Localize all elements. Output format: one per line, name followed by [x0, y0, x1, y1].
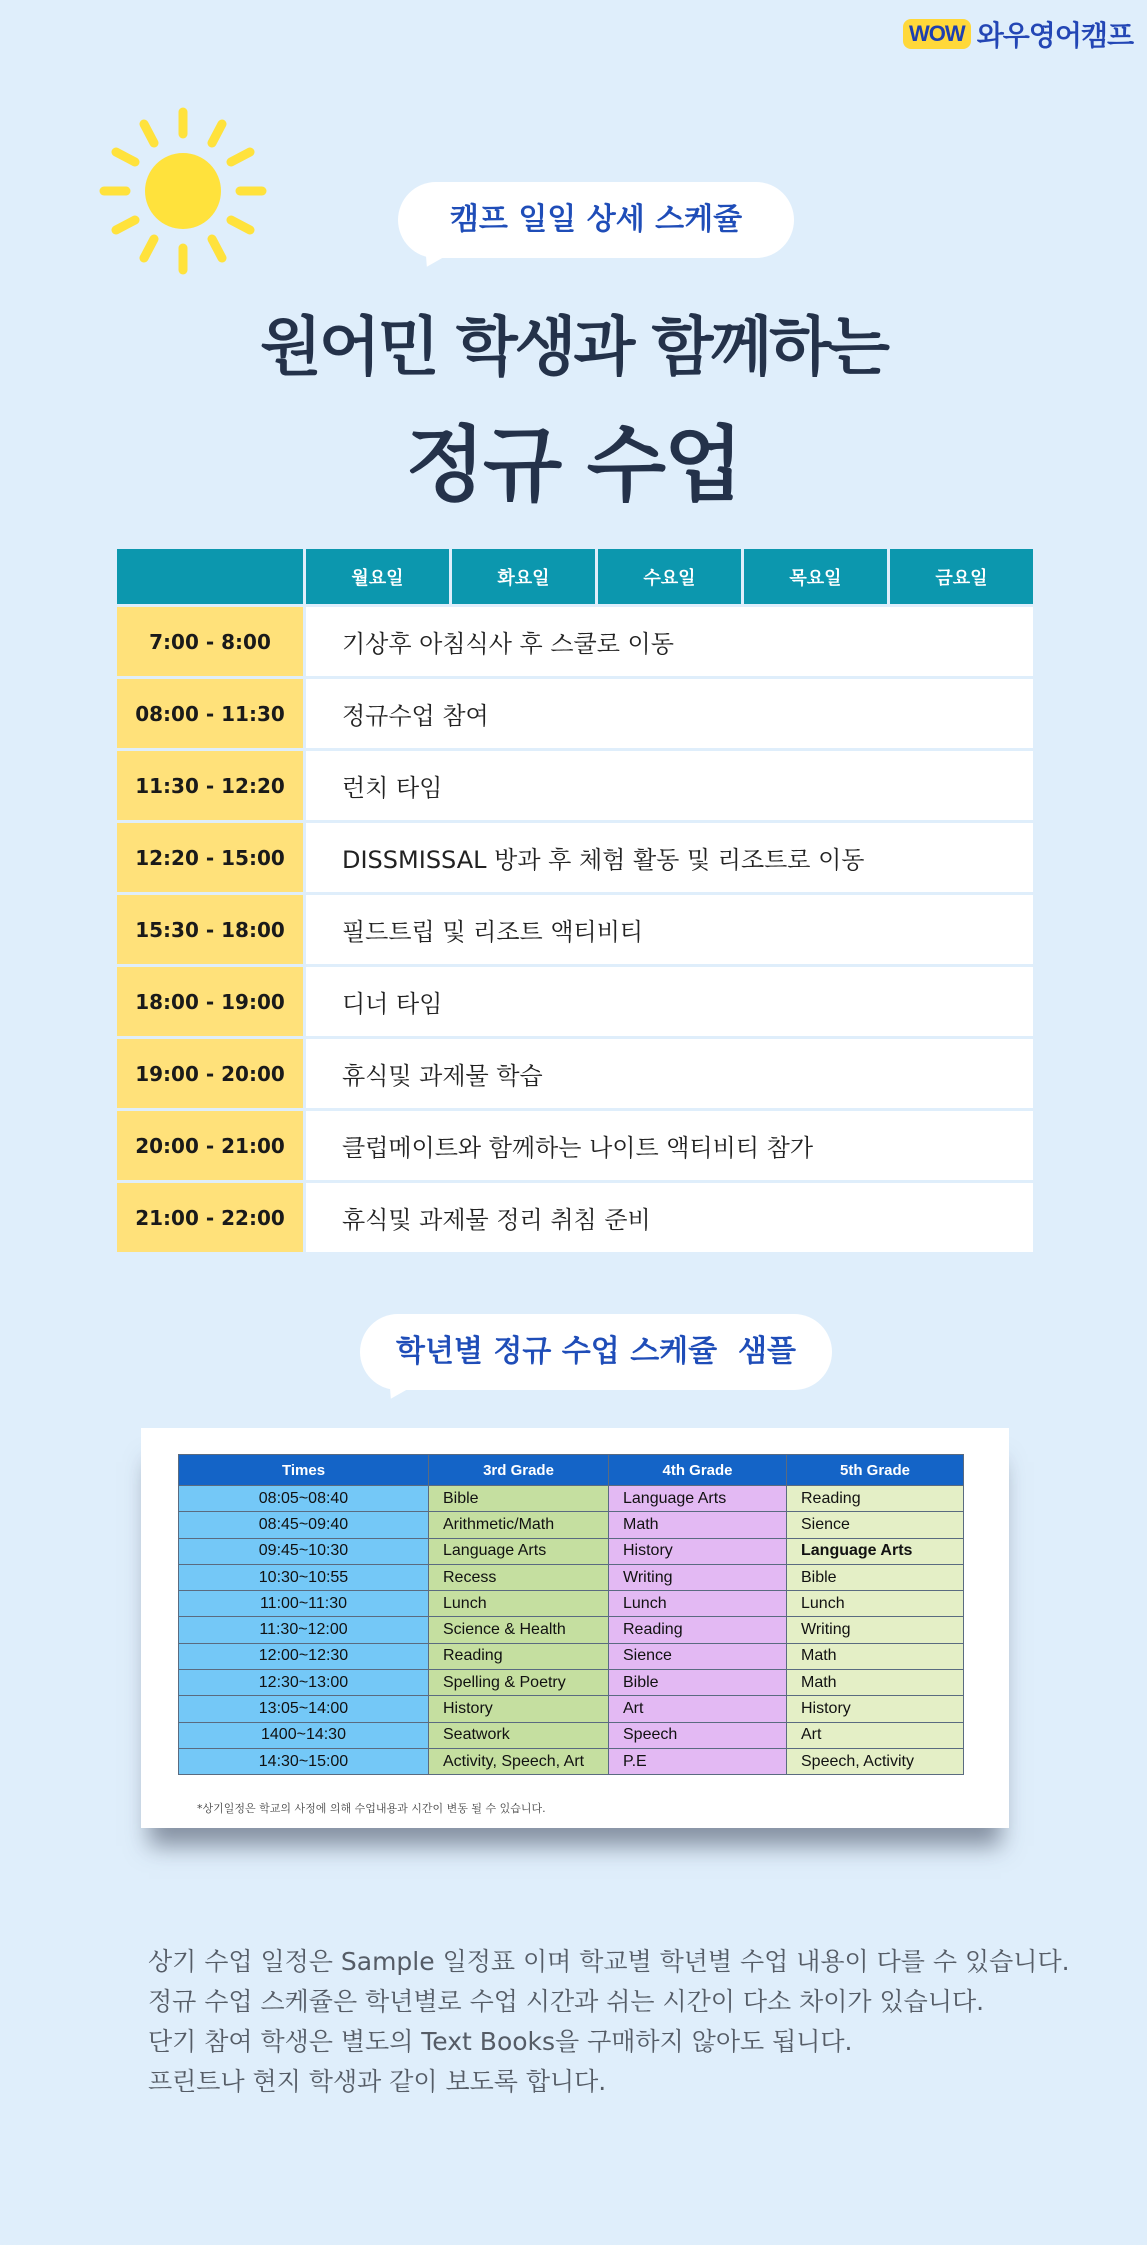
grade-row [179, 1512, 964, 1538]
grade-header-row [179, 1455, 964, 1486]
grade-row [179, 1591, 964, 1617]
day-header: 수요일 [598, 549, 741, 604]
grade5-cell: History [787, 1696, 964, 1722]
grade4-cell: Writing [609, 1564, 787, 1590]
activity: 휴식및 과제물 학습 [306, 1039, 1033, 1108]
activity: DISSMISSAL 방과 후 체험 활동 및 리조트로 이동 [306, 823, 1033, 892]
times-cell: 13:05~14:00 [179, 1696, 429, 1722]
grade-row [179, 1538, 964, 1564]
daily-header-row [117, 549, 1033, 604]
headline-main: 원어민 학생과 함께하는 [260, 311, 887, 385]
grade-row [179, 1748, 964, 1774]
times-cell: 08:05~08:40 [179, 1486, 429, 1512]
day-header: 금요일 [890, 549, 1033, 604]
brand-logo [903, 14, 1133, 54]
grade4-cell: Bible [609, 1670, 787, 1696]
grade3-cell: Arithmetic/Math [429, 1512, 609, 1538]
grade-bubble [360, 1314, 832, 1390]
grade-bubble-text: 학년별 정규 수업 스케쥴 샘플 [396, 1334, 796, 1369]
note-line: 프린트나 현지 학생과 같이 보도록 합니다. [148, 2067, 607, 2096]
header-corner [117, 549, 303, 604]
grade3-cell: Recess [429, 1564, 609, 1590]
activity: 클럽메이트와 함께하는 나이트 액티비티 참가 [306, 1111, 1033, 1180]
grade5-cell: Writing [787, 1617, 964, 1643]
grade5-cell: Language Arts [787, 1538, 964, 1564]
activity: 휴식및 과제물 정리 취침 준비 [306, 1183, 1033, 1252]
note-line: 단기 참여 학생은 별도의 Text Books을 구매하지 않아도 됩니다. [148, 2027, 853, 2056]
grade5-cell: Sience [787, 1512, 964, 1538]
time-slot: 21:00 - 22:00 [117, 1183, 303, 1252]
brand-name: 와우영어캠프 [976, 19, 1133, 52]
times-cell: 11:30~12:00 [179, 1617, 429, 1643]
activity: 런치 타임 [306, 751, 1033, 820]
intro-bubble [398, 182, 794, 258]
grade-schedule-table [178, 1454, 964, 1775]
schedule-row [117, 1039, 1033, 1108]
grade4-cell: Language Arts [609, 1486, 787, 1512]
schedule-row [117, 1111, 1033, 1180]
grade5-cell: Art [787, 1722, 964, 1748]
times-cell: 12:30~13:00 [179, 1670, 429, 1696]
time-slot: 12:20 - 15:00 [117, 823, 303, 892]
grade3-cell: Lunch [429, 1591, 609, 1617]
times-cell: 09:45~10:30 [179, 1538, 429, 1564]
grade5-cell: Math [787, 1643, 964, 1669]
grade3-cell: Seatwork [429, 1722, 609, 1748]
grade3-header: 3rd Grade [429, 1455, 609, 1486]
activity: 필드트립 및 리조트 액티비티 [306, 895, 1033, 964]
grade3-cell: Language Arts [429, 1538, 609, 1564]
times-cell: 12:00~12:30 [179, 1643, 429, 1669]
schedule-row [117, 967, 1033, 1036]
schedule-row [117, 1183, 1033, 1252]
time-slot: 18:00 - 19:00 [117, 967, 303, 1036]
grade5-cell: Math [787, 1670, 964, 1696]
notes-section [148, 1942, 1070, 2102]
grade3-cell: Reading [429, 1643, 609, 1669]
time-slot: 15:30 - 18:00 [117, 895, 303, 964]
bubble-tail [414, 241, 449, 274]
times-cell: 08:45~09:40 [179, 1512, 429, 1538]
grade4-cell: Reading [609, 1617, 787, 1643]
grade4-cell: History [609, 1538, 787, 1564]
grade3-cell: Bible [429, 1486, 609, 1512]
day-header: 목요일 [744, 549, 887, 604]
grade-row [179, 1617, 964, 1643]
times-header: Times [179, 1455, 429, 1486]
grade-row [179, 1486, 964, 1512]
grade-row [179, 1722, 964, 1748]
grade-row [179, 1564, 964, 1590]
schedule-row [117, 679, 1033, 748]
note-line: 정규 수업 스케쥴은 학년별로 수업 시간과 쉬는 시간이 다소 차이가 있습니다. [148, 1987, 985, 2016]
schedule-row [117, 751, 1033, 820]
brand-badge: WOW [903, 19, 971, 49]
grade4-cell: Art [609, 1696, 787, 1722]
grade4-cell: Sience [609, 1643, 787, 1669]
note-line: 상기 수업 일정은 Sample 일정표 이며 학교별 학년별 수업 내용이 다를 수 있습니다. [148, 1947, 1070, 1976]
schedule-row [117, 895, 1033, 964]
grade3-cell: History [429, 1696, 609, 1722]
day-header: 월요일 [306, 549, 449, 604]
schedule-row [117, 823, 1033, 892]
schedule-row [117, 607, 1033, 676]
grade5-header: 5th Grade [787, 1455, 964, 1486]
grade-schedule-card [141, 1428, 1009, 1828]
grade5-cell: Bible [787, 1564, 964, 1590]
day-header: 화요일 [452, 549, 595, 604]
times-cell: 14:30~15:00 [179, 1748, 429, 1774]
time-slot: 20:00 - 21:00 [117, 1111, 303, 1180]
grade5-cell: Speech, Activity [787, 1748, 964, 1774]
bubble-tail [378, 1373, 413, 1406]
grade-row [179, 1643, 964, 1669]
time-slot: 19:00 - 20:00 [117, 1039, 303, 1108]
activity: 디너 타임 [306, 967, 1033, 1036]
grade4-cell: Lunch [609, 1591, 787, 1617]
grade3-cell: Science & Health [429, 1617, 609, 1643]
headline-sub: 정규 수업 [405, 418, 742, 513]
times-cell: 11:00~11:30 [179, 1591, 429, 1617]
daily-schedule-table [117, 549, 1033, 1252]
grade5-cell: Lunch [787, 1591, 964, 1617]
grade-row [179, 1696, 964, 1722]
times-cell: 10:30~10:55 [179, 1564, 429, 1590]
grade5-cell: Reading [787, 1486, 964, 1512]
activity: 기상후 아침식사 후 스쿨로 이동 [306, 607, 1033, 676]
grade-row [179, 1670, 964, 1696]
grade3-cell: Spelling & Poetry [429, 1670, 609, 1696]
intro-bubble-text: 캠프 일일 상세 스케쥴 [449, 202, 743, 237]
times-cell: 1400~14:30 [179, 1722, 429, 1748]
grade3-cell: Activity, Speech, Art [429, 1748, 609, 1774]
activity: 정규수업 참여 [306, 679, 1033, 748]
grade4-header: 4th Grade [609, 1455, 787, 1486]
grade4-cell: P.E [609, 1748, 787, 1774]
time-slot: 08:00 - 11:30 [117, 679, 303, 748]
time-slot: 11:30 - 12:20 [117, 751, 303, 820]
card-footnote: *상기일정은 학교의 사정에 의해 수업내용과 시간이 변동 될 수 있습니다. [197, 1802, 546, 1815]
time-slot: 7:00 - 8:00 [117, 607, 303, 676]
sun-icon [96, 104, 270, 278]
grade4-cell: Speech [609, 1722, 787, 1748]
grade4-cell: Math [609, 1512, 787, 1538]
